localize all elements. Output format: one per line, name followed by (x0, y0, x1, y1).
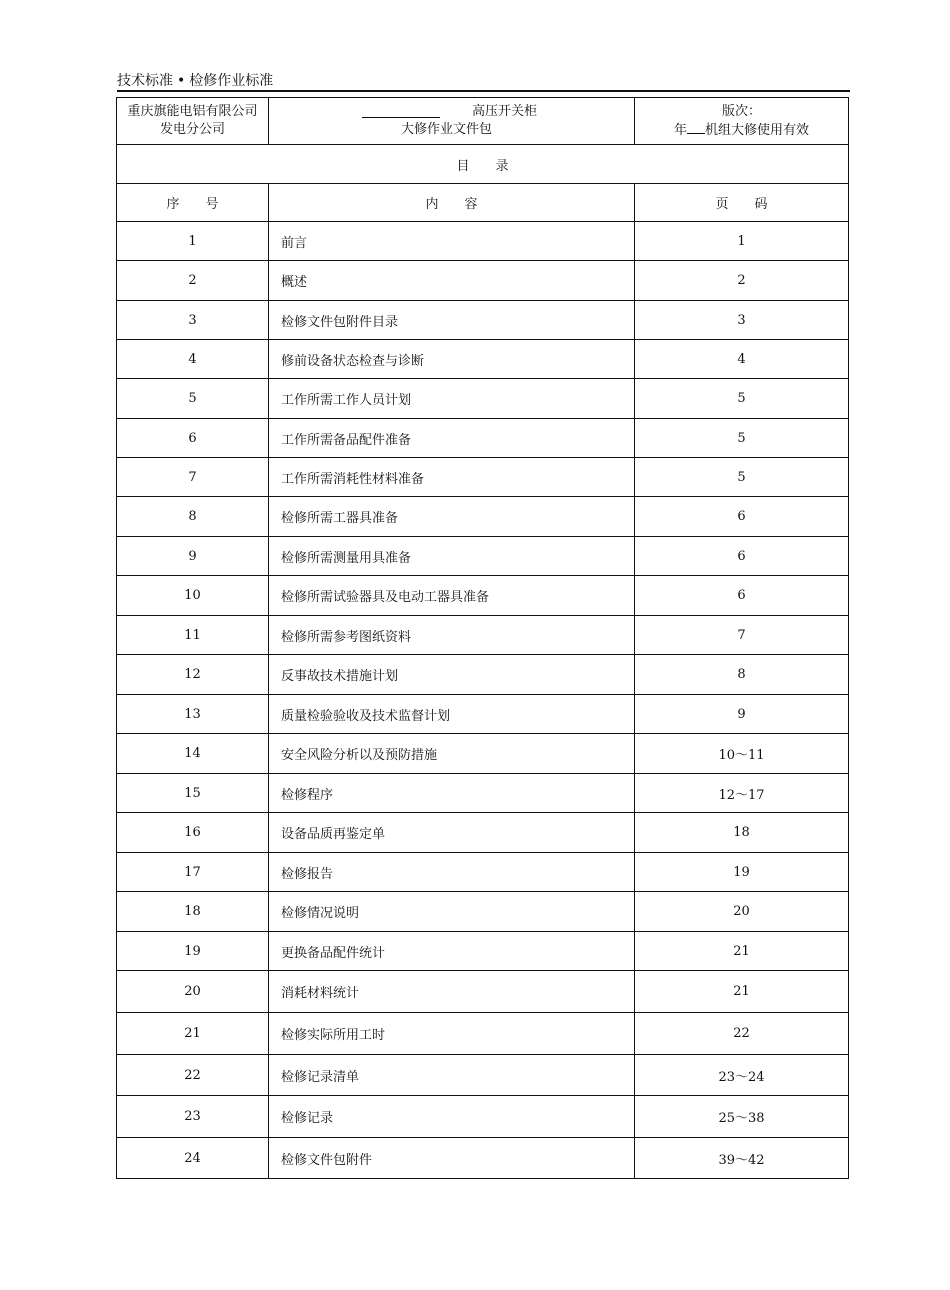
company-cell (117, 98, 269, 145)
toc-row-content: 工作所需工作人员计划 (269, 379, 635, 419)
toc-row (117, 695, 849, 734)
toc-row-content: 检修记录 (269, 1096, 635, 1138)
toc-row-number: 15 (117, 774, 269, 813)
toc-row (117, 222, 849, 261)
toc-row-number: 7 (117, 458, 269, 497)
toc-row-content: 更换备品配件统计 (269, 932, 635, 971)
toc-row-page: 6 (635, 576, 849, 616)
toc-row-number: 24 (117, 1138, 269, 1179)
toc-row-number: 18 (117, 892, 269, 932)
toc-row-number: 12 (117, 655, 269, 695)
toc-row-number: 9 (117, 537, 269, 576)
version-cell (635, 98, 849, 145)
company-name: 重庆旗能电铝有限公司 (127, 104, 258, 119)
version-label: 版次： (721, 103, 761, 119)
toc-row-page: 21 (635, 932, 849, 971)
toc-row-content: 检修所需测量用具准备 (269, 537, 635, 576)
header-category: 技术标准 (117, 73, 173, 89)
toc-row (117, 1096, 849, 1138)
toc-row-content: 工作所需消耗性材料准备 (269, 458, 635, 497)
toc-row (117, 340, 849, 379)
toc-row (117, 458, 849, 497)
toc-row (117, 1138, 849, 1179)
toc-row (117, 655, 849, 695)
toc-row-number: 2 (117, 261, 269, 301)
toc-row (117, 734, 849, 774)
toc-row (117, 301, 849, 340)
toc-row-page: 6 (635, 537, 849, 576)
toc-row (117, 537, 849, 576)
toc-row-page: 23～24 (635, 1055, 849, 1096)
toc-row-page: 6 (635, 497, 849, 537)
toc-row-number: 11 (117, 616, 269, 655)
toc-title: 目 录 (117, 145, 849, 184)
toc-row-page: 4 (635, 340, 849, 379)
toc-row-page: 5 (635, 419, 849, 458)
toc-row-page: 12～17 (635, 774, 849, 813)
toc-row-content: 工作所需备品配件准备 (269, 419, 635, 458)
toc-row-content: 检修文件包附件目录 (269, 301, 635, 340)
toc-row (117, 379, 849, 419)
toc-row-content: 检修报告 (269, 853, 635, 892)
toc-row-page: 10～11 (635, 734, 849, 774)
toc-row-page: 20 (635, 892, 849, 932)
toc-row (117, 971, 849, 1013)
equipment-name: 高压开关柜 (472, 104, 538, 119)
toc-row-page: 8 (635, 655, 849, 695)
toc-row-page: 2 (635, 261, 849, 301)
toc-row-content: 消耗材料统计 (269, 971, 635, 1013)
toc-row-page: 19 (635, 853, 849, 892)
toc-row-number: 3 (117, 301, 269, 340)
toc-row-number: 1 (117, 222, 269, 261)
toc-row-number: 6 (117, 419, 269, 458)
toc-row (117, 497, 849, 537)
toc-row-number: 8 (117, 497, 269, 537)
column-header-row (117, 184, 849, 222)
toc-row-number: 22 (117, 1055, 269, 1096)
toc-row-page: 5 (635, 458, 849, 497)
toc-row-content: 概述 (269, 261, 635, 301)
toc-row-content: 检修所需工器具准备 (269, 497, 635, 537)
toc-row (117, 853, 849, 892)
toc-row-content: 修前设备状态检查与诊断 (269, 340, 635, 379)
unit-blank-line (362, 117, 440, 118)
toc-row-page: 7 (635, 616, 849, 655)
package-title: 大修作业文件包 (400, 122, 492, 137)
company-branch: 发电分公司 (159, 122, 225, 137)
toc-row (117, 1013, 849, 1055)
toc-row (117, 616, 849, 655)
header-page: 页 码 (635, 184, 849, 222)
toc-row-number: 21 (117, 1013, 269, 1055)
toc-row-page: 18 (635, 813, 849, 853)
header-separator: • (177, 73, 186, 89)
toc-row (117, 892, 849, 932)
toc-row (117, 419, 849, 458)
validity-text: 机组大修使用有效 (705, 122, 810, 138)
toc-row-content: 检修实际所用工时 (269, 1013, 635, 1055)
toc-row-content: 前言 (269, 222, 635, 261)
toc-row (117, 932, 849, 971)
page-header (117, 70, 849, 92)
toc-row-number: 10 (117, 576, 269, 616)
toc-row-page: 21 (635, 971, 849, 1013)
toc-row-number: 19 (117, 932, 269, 971)
toc-row-number: 5 (117, 379, 269, 419)
document-info-row (117, 98, 849, 145)
toc-row-page: 1 (635, 222, 849, 261)
toc-table (116, 97, 849, 1179)
toc-row-number: 16 (117, 813, 269, 853)
toc-row-number: 13 (117, 695, 269, 734)
toc-row-content: 质量检验验收及技术监督计划 (269, 695, 635, 734)
toc-row-content: 检修文件包附件 (269, 1138, 635, 1179)
toc-row-number: 17 (117, 853, 269, 892)
header-num: 序 号 (117, 184, 269, 222)
toc-row (117, 813, 849, 853)
toc-row-number: 4 (117, 340, 269, 379)
toc-row-content: 检修记录清单 (269, 1055, 635, 1096)
header-content: 内 容 (269, 184, 635, 222)
toc-row-number: 14 (117, 734, 269, 774)
toc-row-page: 3 (635, 301, 849, 340)
toc-row-content: 检修所需参考图纸资料 (269, 616, 635, 655)
toc-title-row (117, 145, 849, 184)
toc-row-page: 22 (635, 1013, 849, 1055)
toc-row-page: 5 (635, 379, 849, 419)
toc-row (117, 1055, 849, 1096)
toc-row-content: 设备品质再鉴定单 (269, 813, 635, 853)
toc-row-number: 20 (117, 971, 269, 1013)
document-title-cell (269, 98, 635, 145)
header-divider (117, 90, 850, 92)
toc-row-content: 检修程序 (269, 774, 635, 813)
toc-row-content: 反事故技术措施计划 (269, 655, 635, 695)
toc-row-page: 25～38 (635, 1096, 849, 1138)
year-blank-line (687, 121, 705, 134)
toc-row-content: 检修情况说明 (269, 892, 635, 932)
toc-row (117, 261, 849, 301)
toc-row-number: 23 (117, 1096, 269, 1138)
toc-row (117, 576, 849, 616)
toc-row-content: 安全风险分析以及预防措施 (269, 734, 635, 774)
toc-row (117, 774, 849, 813)
header-standard-name: 检修作业标准 (189, 73, 274, 89)
year-label: 年 (673, 122, 687, 138)
toc-row-page: 39～42 (635, 1138, 849, 1179)
toc-row-page: 9 (635, 695, 849, 734)
toc-row-content: 检修所需试验器具及电动工器具准备 (269, 576, 635, 616)
